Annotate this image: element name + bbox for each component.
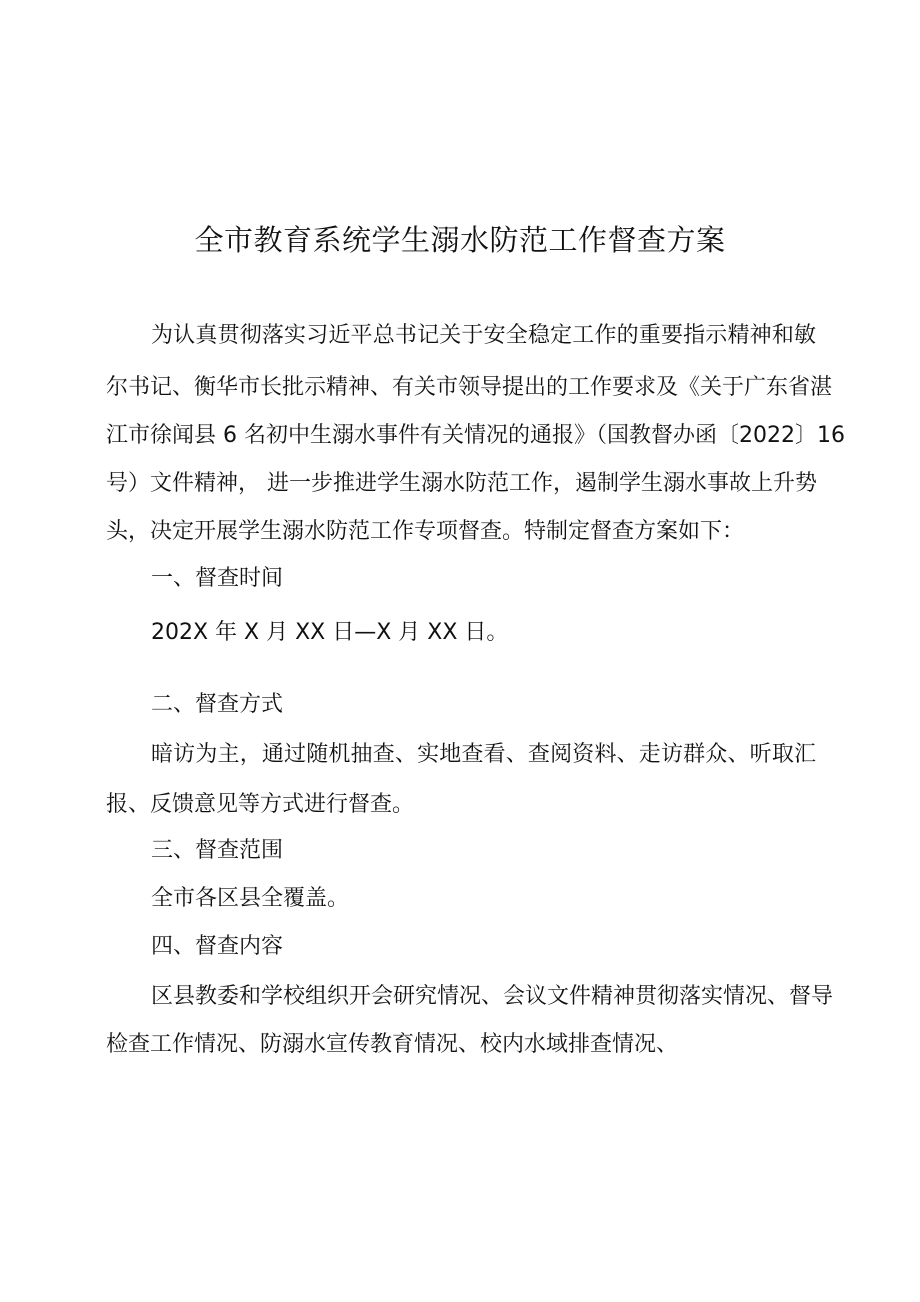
section-body-method-line-2: 报、反馈意见等方式进行督查。 <box>106 792 415 817</box>
section-heading-scope: 三、督查范围 <box>151 838 284 863</box>
intro-line-1: 为认真贯彻落实习近平总书记关于安全稳定工作的重要指示精神和敏 <box>151 323 816 348</box>
section-body-content-line-2: 检查工作情况、防溺水宣传教育情况、校内水域排查情况、 <box>106 1032 679 1057</box>
section-body-content-line-1: 区县教委和学校组织开会研究情况、会议文件精神贯彻落实情况、督导 <box>151 984 834 1009</box>
intro-line-4: 号）文件精神， 进一步推进学生溺水防范工作，遏制学生溺水事故上升势 <box>106 471 817 496</box>
section-body-method-line-1: 暗访为主，通过随机抽查、实地查看、查阅资料、走访群众、听取汇 <box>151 742 816 767</box>
intro-line-5: 头，决定开展学生溺水防范工作专项督查。特制定督查方案如下： <box>106 519 745 544</box>
document-title: 全市教育系统学生溺水防范工作督查方案 <box>194 223 726 257</box>
intro-line-2: 尔书记、衡华市长批示精神、有关市领导提出的工作要求及《关于广东省湛 <box>106 375 833 400</box>
section-heading-time: 一、督查时间 <box>151 566 284 591</box>
section-body-scope: 全市各区县全覆盖。 <box>151 886 350 911</box>
section-heading-method: 二、督查方式 <box>151 692 284 717</box>
section-body-time: 202X 年 X 月 XX 日—X 月 XX 日。 <box>151 620 509 645</box>
intro-line-3: 江市徐闻县 6 名初中生溺水事件有关情况的通报》（国教督办函〔2022〕16 <box>106 423 845 448</box>
section-heading-content: 四、督查内容 <box>151 934 284 959</box>
